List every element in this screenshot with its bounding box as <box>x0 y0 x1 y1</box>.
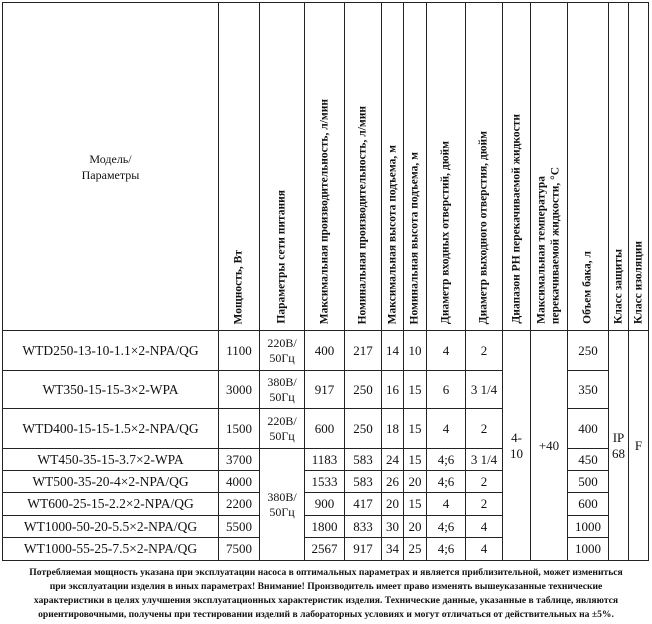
insulation-cell: F <box>629 331 649 561</box>
ph-line2: 10 <box>510 445 523 461</box>
outlet-cell: 3 1/4 <box>466 371 503 409</box>
nom-head-cell: 15 <box>404 409 427 449</box>
col-header-inlet <box>427 3 466 331</box>
nom-flow-cell: 217 <box>345 331 382 371</box>
power-cell: 2200 <box>219 493 260 516</box>
inlet-cell: 4;6 <box>427 471 466 493</box>
protection-line1: IP <box>612 429 625 445</box>
power-cell: 1100 <box>219 331 260 371</box>
tank-cell: 600 <box>568 493 609 516</box>
max-flow-cell: 1533 <box>305 471 345 493</box>
col-header-temp-label-2: перекачиваемой жидкости, °C <box>549 166 562 324</box>
col-header-nom-flow-label: Номинальная производительность, л/мин <box>356 105 369 324</box>
outlet-cell: 4 <box>466 516 503 538</box>
inlet-cell: 4 <box>427 409 466 449</box>
inlet-cell: 4 <box>427 331 466 371</box>
col-header-tank-label: Объем бака, л <box>581 251 594 324</box>
max-head-cell: 18 <box>382 409 404 449</box>
inlet-cell: 4;6 <box>427 516 466 538</box>
col-header-power-label: Мощность, Вт <box>232 249 245 324</box>
max-flow-cell: 917 <box>305 371 345 409</box>
supply-cell <box>260 409 305 449</box>
supply-line1: 220В/ <box>267 413 297 428</box>
header-row <box>3 3 649 331</box>
max-flow-cell: 600 <box>305 409 345 449</box>
col-header-tank <box>568 3 609 331</box>
max-head-cell: 24 <box>382 449 404 471</box>
supply-line2: 50Гц <box>269 350 295 365</box>
max-head-cell: 20 <box>382 493 404 516</box>
nom-flow-cell: 583 <box>345 471 382 493</box>
col-header-temp <box>531 3 568 331</box>
col-header-temp-label-1: Максимальная температура <box>535 176 548 324</box>
col-header-max-head <box>382 3 404 331</box>
tank-cell: 450 <box>568 449 609 471</box>
col-header-protection <box>609 3 629 331</box>
col-header-max-head-label: Максимальная высота подъема, м <box>386 144 398 324</box>
max-head-cell: 14 <box>382 331 404 371</box>
tank-cell: 400 <box>568 409 609 449</box>
protection-line2: 68 <box>612 445 625 461</box>
supply-cell <box>260 449 305 561</box>
max-head-cell: 34 <box>382 538 404 561</box>
power-cell: 3000 <box>219 371 260 409</box>
temp-cell: +40 <box>531 331 568 561</box>
inlet-cell: 6 <box>427 371 466 409</box>
model-cell: WT1000-55-25-7.5×2-NPA/QG <box>3 538 219 561</box>
protection-cell <box>609 331 629 561</box>
ph-line1: 4- <box>511 429 522 445</box>
model-cell: WT350-15-15-3×2-WPA <box>3 371 219 409</box>
inlet-cell: 4;6 <box>427 449 466 471</box>
power-cell: 5500 <box>219 516 260 538</box>
nom-flow-cell: 417 <box>345 493 382 516</box>
col-header-outlet-label: Диаметр выходного отверстия, дюйм <box>477 130 490 324</box>
model-cell: WT1000-50-20-5.5×2-NPA/QG <box>3 516 219 538</box>
supply-line2: 50Гц <box>269 428 295 443</box>
col-header-max-flow-label: Максимальная производительность, л/мин <box>318 98 330 324</box>
col-header-outlet <box>466 3 503 331</box>
nom-head-cell: 25 <box>404 538 427 561</box>
supply-cell <box>260 371 305 409</box>
outlet-cell: 2 <box>466 493 503 516</box>
table-row <box>3 331 649 371</box>
col-header-ph <box>503 3 531 331</box>
tank-cell: 250 <box>568 331 609 371</box>
supply-line2: 50Гц <box>269 389 295 404</box>
supply-cell <box>260 331 305 371</box>
model-cell: WT500-35-20-4×2-NPA/QG <box>3 471 219 493</box>
nom-flow-cell: 833 <box>345 516 382 538</box>
nom-flow-cell: 250 <box>345 371 382 409</box>
footnote <box>4 566 648 622</box>
col-header-nom-flow <box>345 3 382 331</box>
supply-line1: 380В/ <box>267 374 297 389</box>
tank-cell: 500 <box>568 471 609 493</box>
power-cell: 7500 <box>219 538 260 561</box>
supply-line1: 220В/ <box>267 335 297 350</box>
nom-head-cell: 10 <box>404 331 427 371</box>
model-cell: WT450-35-15-3.7×2-WPA <box>3 449 219 471</box>
max-flow-cell: 1800 <box>305 516 345 538</box>
outlet-cell: 3 1/4 <box>466 449 503 471</box>
inlet-cell: 4;6 <box>427 538 466 561</box>
outlet-cell: 4 <box>466 538 503 561</box>
col-header-nom-head-label: Номинальная высота подъема, м <box>408 151 421 324</box>
spec-table <box>2 2 649 561</box>
model-header-line1: Модель/ <box>89 151 132 166</box>
supply-line1: 380В/ <box>267 489 297 504</box>
col-header-nom-head <box>404 3 427 331</box>
outlet-cell: 2 <box>466 471 503 493</box>
max-head-cell: 26 <box>382 471 404 493</box>
model-cell: WTD250-13-10-1.1×2-NPA/QG <box>3 331 219 371</box>
col-header-power <box>219 3 260 331</box>
nom-flow-cell: 917 <box>345 538 382 561</box>
ph-cell <box>503 331 531 561</box>
nom-flow-cell: 583 <box>345 449 382 471</box>
nom-head-cell: 20 <box>404 471 427 493</box>
col-header-supply-label: Параметры сети питания <box>275 190 288 324</box>
max-head-cell: 16 <box>382 371 404 409</box>
footnote-line: характеристики в целях улучшения эксплуатационных характеристик изделия. Технические данные, указанные в таблице, являются <box>33 595 619 606</box>
max-flow-cell: 2567 <box>305 538 345 561</box>
tank-cell: 1000 <box>568 538 609 561</box>
col-header-ph-label: Диапазон PH перекачиваемой жидкости <box>510 114 522 324</box>
max-head-cell: 30 <box>382 516 404 538</box>
power-cell: 3700 <box>219 449 260 471</box>
col-header-supply <box>260 3 305 331</box>
col-header-inlet-label: Диаметр входных отверстий, дюйм <box>439 140 452 324</box>
col-header-insulation-label: Класс изоляции <box>632 241 644 324</box>
col-header-protection-label: Класс защиты <box>612 249 624 324</box>
col-header-insulation <box>629 3 649 331</box>
inlet-cell: 4 <box>427 493 466 516</box>
nom-head-cell: 15 <box>404 449 427 471</box>
model-header <box>3 3 219 331</box>
outlet-cell: 2 <box>466 409 503 449</box>
model-header-line2: Параметры <box>81 167 140 182</box>
nom-flow-cell: 250 <box>345 409 382 449</box>
tank-cell: 350 <box>568 371 609 409</box>
max-flow-cell: 1183 <box>305 449 345 471</box>
outlet-cell: 2 <box>466 331 503 371</box>
col-header-max-flow <box>305 3 345 331</box>
model-cell: WTD400-15-15-1.5×2-NPA/QG <box>3 409 219 449</box>
model-cell: WT600-25-15-2.2×2-NPA/QG <box>3 493 219 516</box>
nom-head-cell: 15 <box>404 371 427 409</box>
power-cell: 1500 <box>219 409 260 449</box>
supply-line2: 50Гц <box>269 504 295 519</box>
footnote-line: при эксплуатации изделия в иных параметрах! Внимание! Производитель имеет право изменять вышеуказанные технические <box>49 581 603 592</box>
footnote-line: ориентировочными, получены при тестировании изделий в лабораторных условиях и могут отличаться от действительных на ±5%. <box>38 609 614 620</box>
max-flow-cell: 400 <box>305 331 345 371</box>
tank-cell: 1000 <box>568 516 609 538</box>
max-flow-cell: 900 <box>305 493 345 516</box>
footnote-line: Потребляемая мощность указана при эксплуатации насоса в оптимальных параметрах и является приблизительной, может измениться <box>29 567 623 578</box>
nom-head-cell: 15 <box>404 493 427 516</box>
power-cell: 4000 <box>219 471 260 493</box>
nom-head-cell: 20 <box>404 516 427 538</box>
